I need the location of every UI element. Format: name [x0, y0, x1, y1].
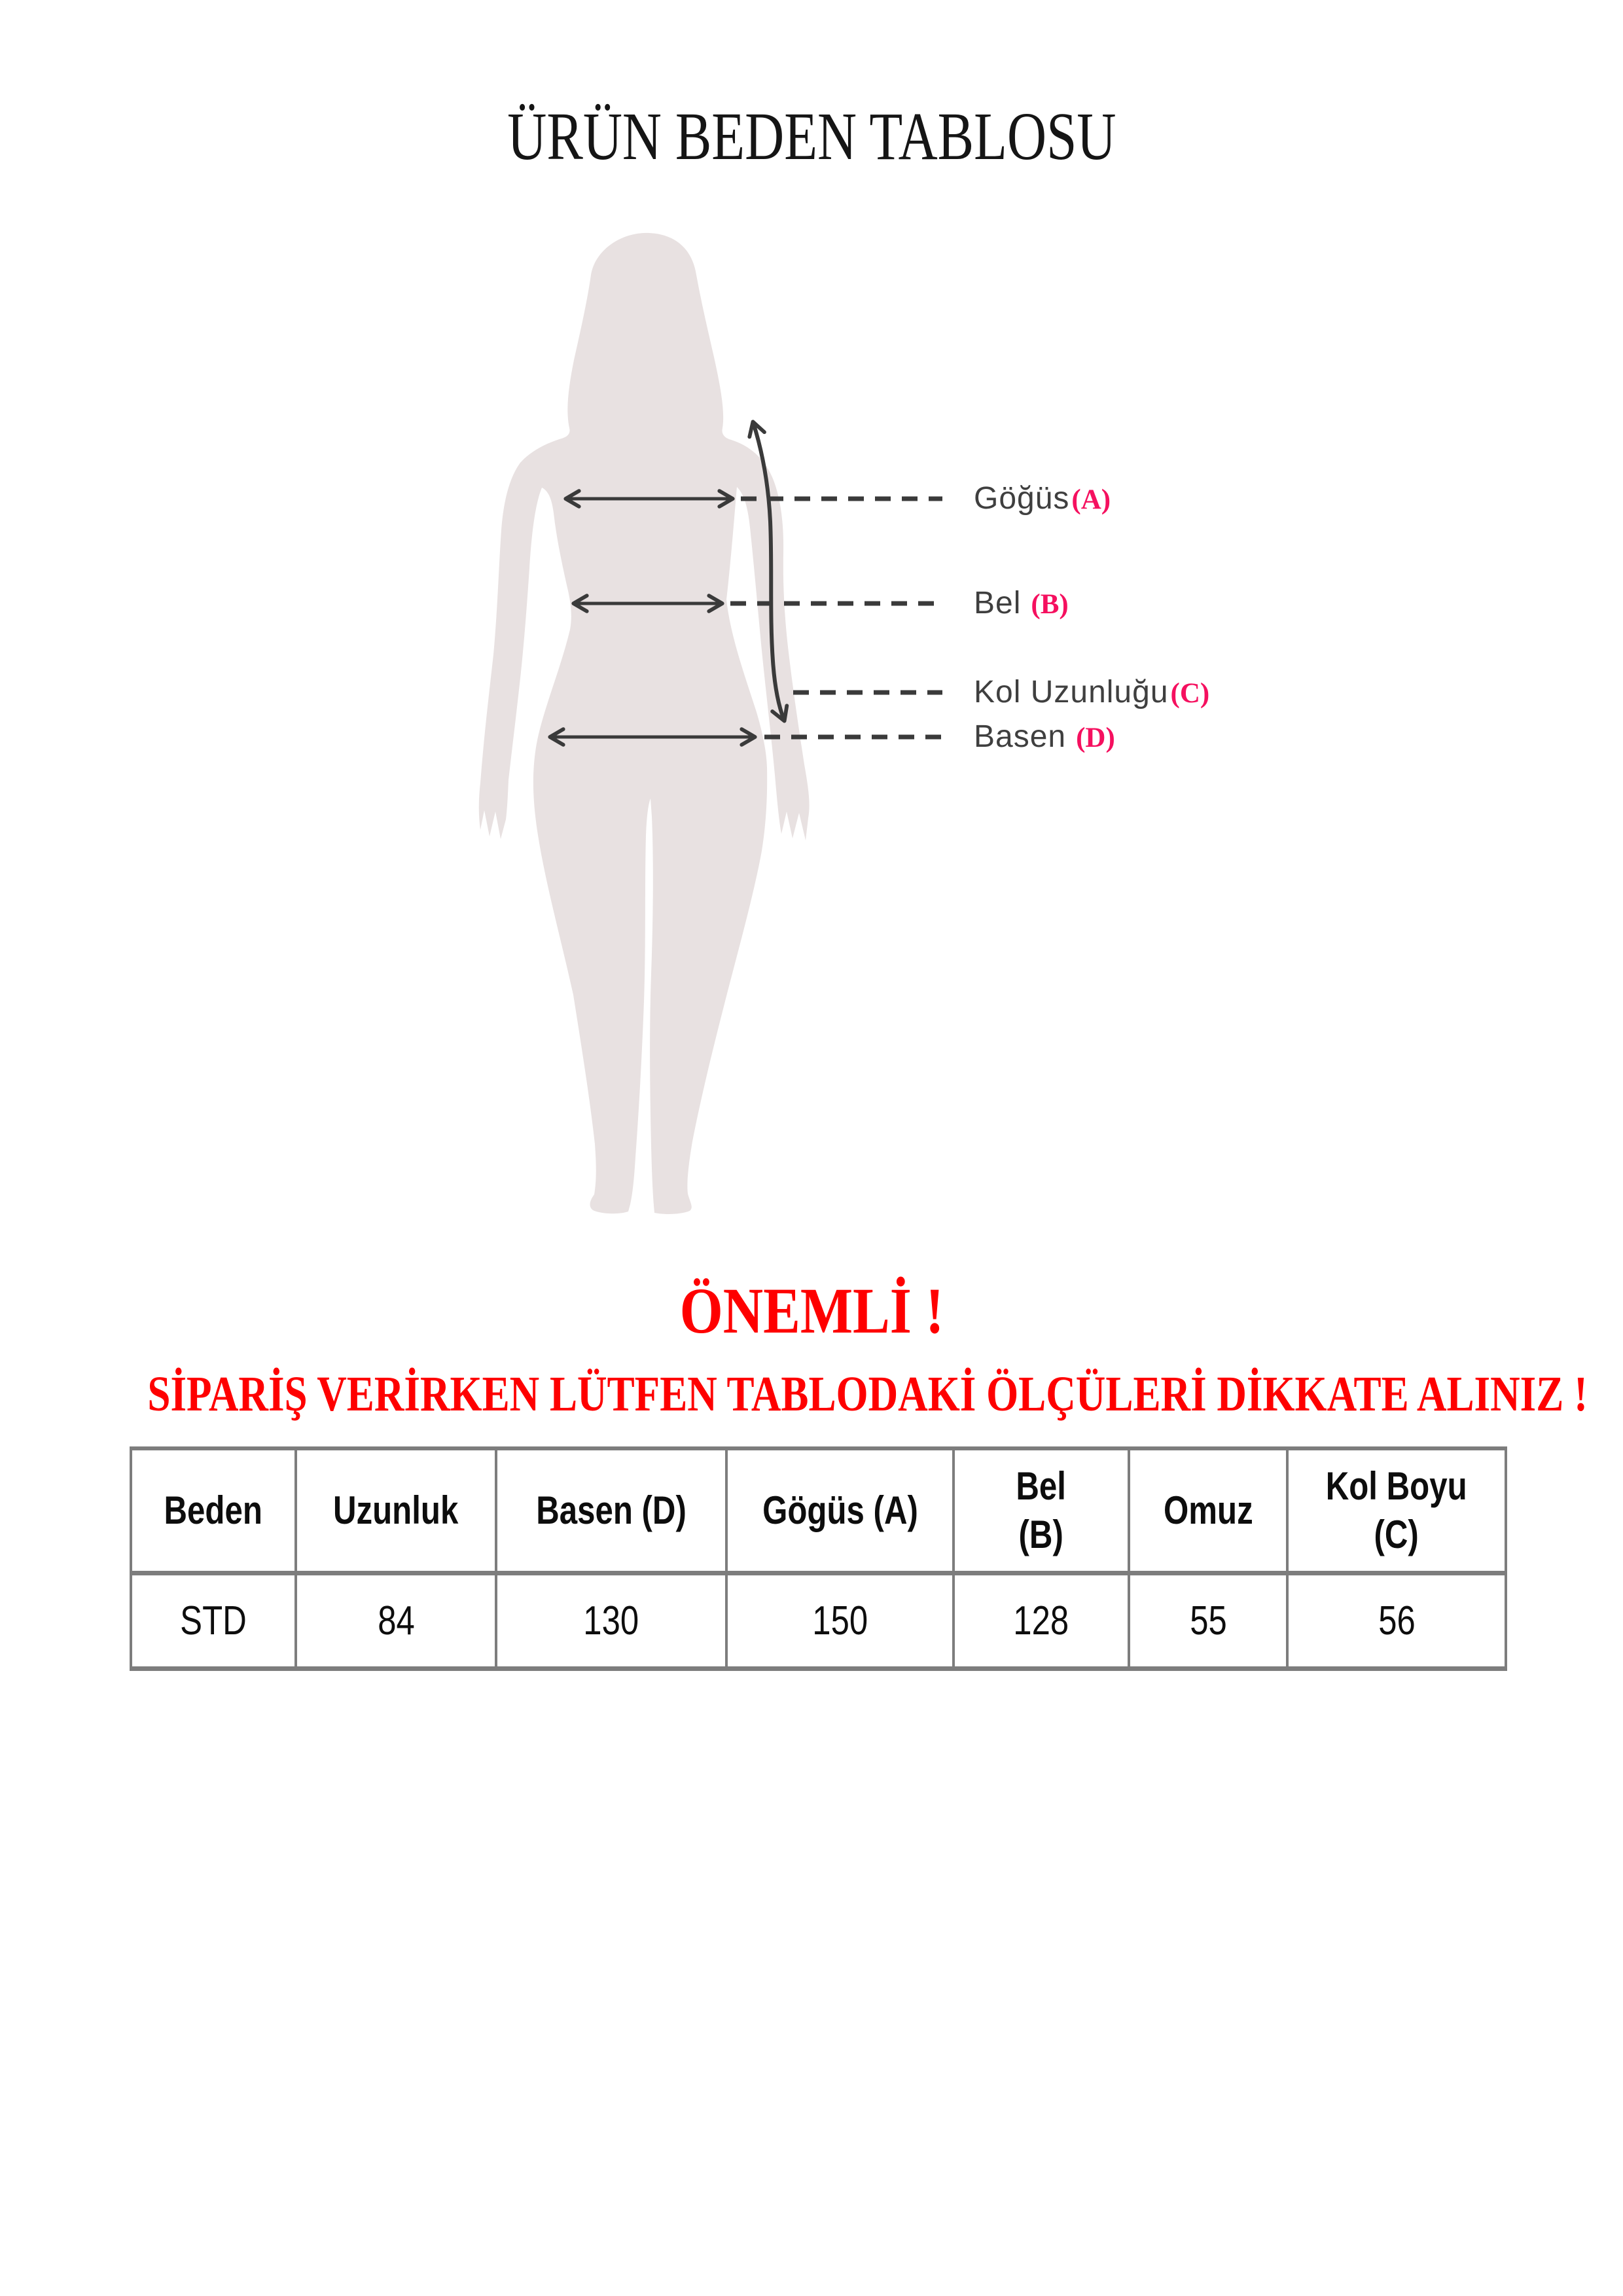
data-cell-beden: [132, 1575, 297, 1666]
data-cell-basen: [497, 1575, 728, 1666]
header-cell-gogus: [728, 1450, 955, 1571]
size-table: [130, 1446, 1507, 1671]
value-kol-boyu: 56: [1378, 1598, 1416, 1643]
important-heading-text: ÖNEMLİ !: [679, 1274, 944, 1347]
measurement-label-arm-length: [974, 672, 1209, 713]
data-cell-omuz: [1130, 1575, 1289, 1666]
header-cell-omuz: [1130, 1450, 1289, 1571]
header-cell-uzunluk: [297, 1450, 497, 1571]
header-label-bel: Bel (B): [1016, 1464, 1067, 1556]
page-title-text: ÜRÜN BEDEN TABLOSU: [507, 99, 1116, 174]
measurement-code-d: (D): [1076, 723, 1115, 753]
measurement-label-chest-text: Göğüs: [974, 481, 1070, 516]
measurement-label-waist: [974, 583, 1069, 624]
order-warning-text-line: SİPARİŞ VERİRKEN LÜTFEN TABLODAKİ ÖLÇÜLERİ DİKKATE ALINIZ !: [147, 1367, 1588, 1422]
data-cell-uzunluk: [297, 1575, 497, 1666]
measurement-label-waist-text: Bel: [974, 586, 1022, 620]
data-cell-kol-boyu: [1289, 1575, 1505, 1666]
measurement-label-chest: [974, 478, 1111, 519]
value-basen: 130: [583, 1598, 639, 1643]
header-label-gogus: Gögüs (A): [762, 1488, 918, 1532]
header-cell-kol-boyu: [1289, 1450, 1505, 1571]
measurement-label-hip-text: Basen: [974, 719, 1067, 754]
header-cell-basen: [497, 1450, 728, 1571]
value-omuz: 55: [1189, 1598, 1227, 1643]
measurement-label-hip: [974, 717, 1115, 757]
value-gogus: 150: [812, 1598, 868, 1643]
size-table-header-row: [132, 1450, 1505, 1575]
female-body-silhouette: [479, 233, 810, 1214]
measurement-code-b: (B): [1031, 589, 1069, 620]
header-cell-bel: [955, 1450, 1130, 1571]
value-uzunluk: 84: [377, 1598, 415, 1643]
page-title: [0, 96, 1623, 178]
value-beden: STD: [180, 1598, 247, 1643]
header-label-kol-boyu: Kol Boyu (C): [1326, 1464, 1467, 1556]
header-label-beden: Beden: [164, 1488, 263, 1532]
important-heading: [0, 1272, 1623, 1350]
value-bel: 128: [1013, 1598, 1069, 1643]
measurement-code-a: (A): [1071, 484, 1111, 515]
header-cell-beden: [132, 1450, 297, 1571]
order-warning-text: [0, 1364, 1623, 1424]
data-cell-gogus: [728, 1575, 955, 1666]
header-label-basen: Basen (D): [536, 1488, 687, 1532]
header-label-uzunluk: Uzunluk: [333, 1488, 459, 1532]
data-cell-bel: [955, 1575, 1130, 1666]
measurement-label-arm-length-text: Kol Uzunluğu: [974, 675, 1169, 709]
header-label-omuz: Omuz: [1163, 1488, 1253, 1532]
measurement-figure: [366, 209, 982, 1230]
measurement-code-c: (C): [1170, 678, 1210, 709]
size-table-data-row: [132, 1575, 1505, 1666]
